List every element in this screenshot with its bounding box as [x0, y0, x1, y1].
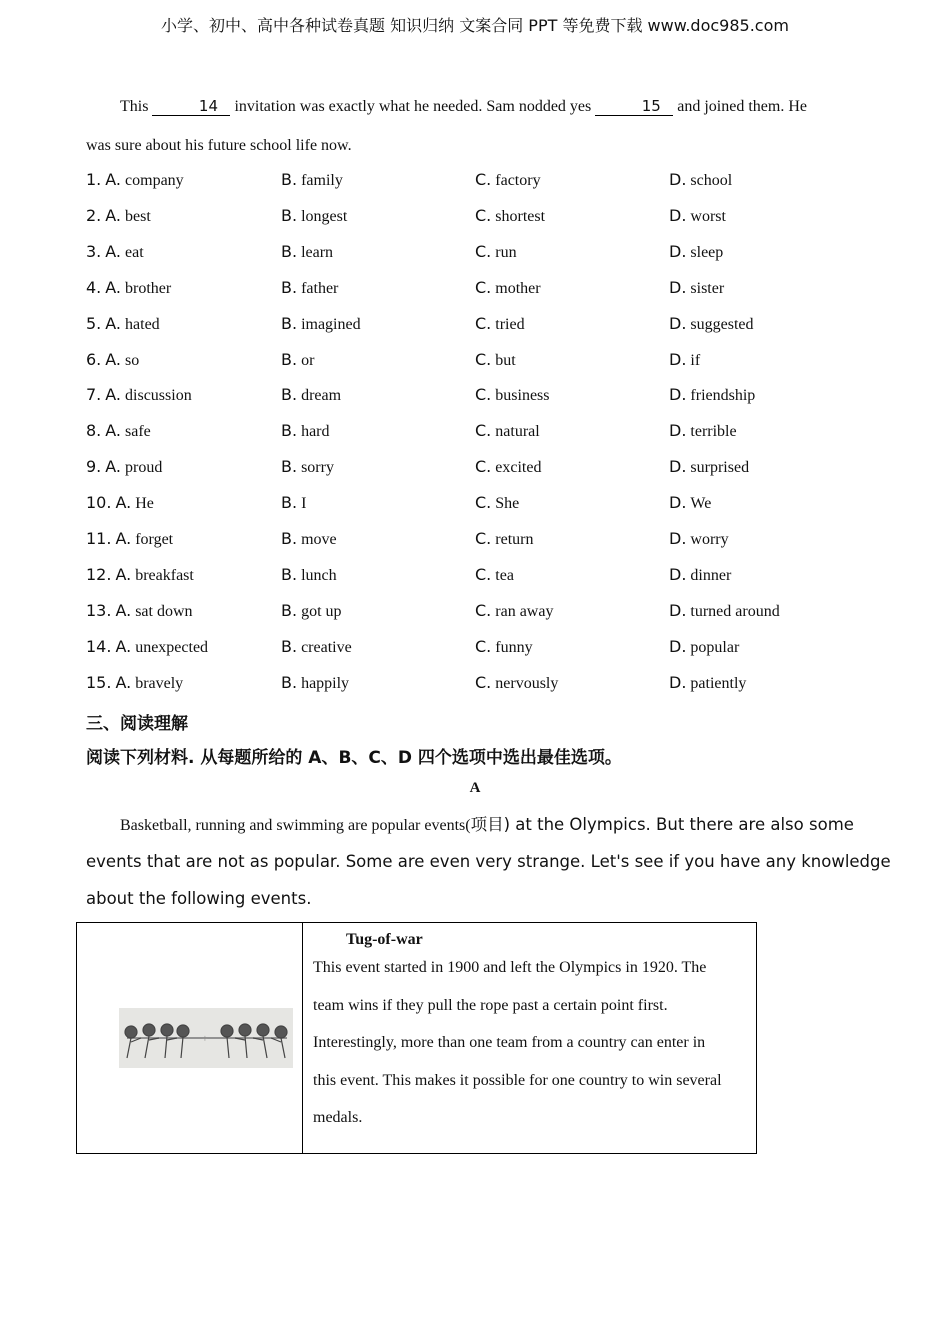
option-text: run: [495, 243, 517, 261]
option-text: He: [135, 495, 154, 513]
option-b: [281, 421, 330, 441]
option-d: [669, 350, 700, 370]
option-a: [86, 278, 171, 298]
option-letter: A.: [105, 349, 122, 369]
option-text: father: [301, 279, 339, 297]
option-letter: B.: [281, 205, 298, 225]
option-text: so: [125, 351, 140, 369]
intro-text-a: This: [120, 98, 149, 115]
option-d: [669, 278, 724, 298]
option-b: [281, 457, 334, 477]
option-b: [281, 350, 314, 370]
option-c: [475, 278, 541, 298]
blank-15: 15: [595, 98, 673, 116]
option-letter: B.: [281, 313, 298, 333]
intro-line-1: [86, 98, 866, 116]
option-letter: B.: [281, 277, 298, 297]
option-c: [475, 673, 558, 693]
option-text: sleep: [690, 243, 724, 261]
passage-line-1-sans: ) at the Olympics. But there are also some: [503, 815, 854, 834]
option-c: [475, 242, 517, 262]
option-letter: C.: [475, 564, 492, 584]
option-text: dream: [301, 387, 342, 405]
event-description-line: This event started in 1900 and left the Olympics in 1920. The: [313, 959, 707, 976]
option-d: [669, 314, 754, 334]
option-b: [281, 278, 338, 298]
question-number: 14.: [86, 636, 112, 656]
question-number: 2.: [86, 205, 102, 225]
option-c: [475, 493, 519, 513]
option-letter: B.: [281, 600, 298, 620]
option-letter: B.: [281, 636, 298, 656]
event-image-cell: [77, 923, 303, 1154]
question-row: [86, 637, 886, 661]
option-text: worry: [690, 531, 729, 548]
option-letter: A.: [105, 313, 122, 333]
question-row: [86, 565, 886, 589]
option-text: company: [125, 172, 184, 189]
option-letter: B.: [281, 241, 298, 261]
option-text: mother: [495, 279, 541, 297]
option-text: dinner: [690, 566, 732, 584]
option-letter: A.: [105, 241, 122, 261]
option-text: happily: [301, 674, 350, 692]
option-letter: D.: [669, 672, 687, 692]
option-letter: D.: [669, 493, 687, 513]
option-text: but: [495, 351, 516, 369]
option-text: We: [690, 495, 712, 513]
question-number: 12.: [86, 564, 112, 584]
option-letter: D.: [669, 457, 687, 477]
question-number: 8.: [86, 421, 102, 441]
question-row: [86, 673, 886, 697]
option-letter: A.: [115, 564, 132, 584]
option-text: breakfast: [135, 566, 194, 584]
section-instruction: 阅读下列材料. 从每题所给的 A、B、C、D 四个选项中选出最佳选项。: [86, 748, 622, 768]
option-text: nervously: [495, 674, 559, 692]
option-text: discussion: [125, 387, 192, 405]
option-letter: C.: [475, 277, 492, 297]
option-a: [86, 421, 151, 441]
option-a: [86, 673, 183, 693]
option-letter: B.: [281, 385, 298, 405]
question-number: 1.: [86, 170, 102, 189]
passage-line-1: [86, 806, 876, 844]
option-a: [86, 242, 144, 262]
question-number: 6.: [86, 349, 102, 369]
option-text: move: [301, 531, 337, 548]
passage-line-2: events that are not as popular. Some are even very strange. Let's see if you have any knowledge: [86, 852, 891, 871]
option-d: [669, 493, 711, 513]
option-letter: D.: [669, 313, 687, 333]
option-letter: D.: [669, 205, 687, 225]
option-d: [669, 601, 780, 621]
option-a: [86, 637, 208, 657]
tug-of-war-image: [119, 1008, 293, 1068]
option-letter: A.: [115, 672, 132, 692]
question-row: [86, 493, 886, 517]
option-text: factory: [495, 172, 541, 189]
option-text: patiently: [690, 674, 747, 692]
intro-line-2: was sure about his future school life now.: [86, 137, 352, 154]
event-table: [76, 922, 757, 1154]
option-letter: B.: [281, 529, 298, 548]
option-c: [475, 601, 553, 621]
question-row: [86, 170, 886, 194]
option-a: [86, 493, 154, 513]
option-text: or: [301, 351, 315, 369]
option-letter: B.: [281, 493, 298, 513]
option-letter: C.: [475, 349, 492, 369]
option-letter: A.: [115, 493, 132, 513]
option-text: creative: [301, 638, 352, 656]
option-text: proud: [125, 459, 163, 477]
option-letter: D.: [669, 421, 687, 441]
option-b: [281, 601, 342, 621]
option-text: school: [690, 172, 733, 189]
option-a: [86, 385, 192, 405]
option-text: surprised: [690, 459, 750, 477]
option-text: friendship: [690, 387, 756, 405]
option-text: suggested: [690, 315, 754, 333]
option-letter: D.: [669, 277, 687, 297]
option-c: [475, 529, 533, 549]
option-letter: C.: [475, 493, 492, 513]
option-b: [281, 242, 333, 262]
option-letter: C.: [475, 672, 492, 692]
section-title: 三、阅读理解: [86, 714, 188, 734]
option-text: best: [125, 207, 151, 225]
option-text: sorry: [301, 459, 334, 477]
option-text: hard: [301, 423, 330, 441]
option-a: [86, 457, 162, 477]
option-letter: C.: [475, 205, 492, 225]
question-number: 10.: [86, 493, 112, 513]
question-row: [86, 601, 886, 625]
option-text: I: [301, 495, 307, 513]
question-row: [86, 385, 886, 409]
option-text: excited: [495, 459, 542, 477]
option-b: [281, 529, 337, 549]
question-number: 9.: [86, 457, 102, 477]
option-text: forget: [135, 531, 174, 548]
question-row: [86, 529, 886, 553]
option-d: [669, 206, 726, 226]
option-letter: A.: [105, 205, 122, 225]
option-letter: A.: [115, 529, 132, 548]
svg-text:+: +: [202, 1034, 208, 1045]
option-letter: A.: [115, 600, 132, 620]
event-title: Tug-of-war: [346, 931, 423, 948]
option-c: [475, 565, 514, 585]
option-a: [86, 601, 193, 621]
option-c: [475, 350, 516, 370]
option-text: ran away: [495, 602, 554, 620]
option-text: sister: [690, 279, 725, 297]
option-text: longest: [301, 207, 348, 225]
event-description-line: team wins if they pull the rope past a certain point first.: [313, 996, 668, 1014]
option-text: shortest: [495, 207, 546, 225]
option-text: popular: [690, 638, 740, 656]
option-c: [475, 637, 533, 657]
option-text: eat: [125, 243, 144, 261]
option-letter: B.: [281, 672, 298, 692]
option-d: [669, 637, 739, 657]
page-header-banner: 小学、初中、高中各种试卷真题 知识归纳 文案合同 PPT 等免费下载 www.doc985.com: [161, 16, 789, 35]
option-b: [281, 314, 361, 334]
option-text: natural: [495, 423, 540, 441]
option-a: [86, 565, 194, 585]
option-letter: C.: [475, 600, 492, 620]
option-text: bravely: [135, 674, 184, 692]
passage-line-1-serif: Basketball, running and swimming are popular events(: [120, 817, 471, 834]
option-d: [669, 457, 749, 477]
option-letter: C.: [475, 421, 492, 441]
option-b: [281, 170, 343, 190]
option-letter: D.: [669, 385, 687, 405]
option-letter: D.: [669, 636, 687, 656]
option-letter: C.: [475, 529, 492, 548]
question-number: 4.: [86, 277, 102, 297]
event-description-line: Interestingly, more than one team from a country can enter in: [313, 1034, 706, 1051]
option-b: [281, 385, 341, 405]
option-text: terrible: [690, 423, 737, 441]
option-text: family: [301, 172, 343, 189]
option-letter: B.: [281, 421, 298, 441]
option-c: [475, 421, 540, 441]
event-description-line: this event. This makes it possible for one country to win several: [313, 1071, 722, 1089]
option-d: [669, 421, 737, 441]
question-number: 15.: [86, 672, 112, 692]
option-b: [281, 565, 337, 585]
question-row: [86, 278, 886, 302]
option-b: [281, 206, 347, 226]
option-letter: A.: [115, 636, 132, 656]
option-letter: A.: [105, 277, 122, 297]
option-letter: C.: [475, 636, 492, 656]
option-a: [86, 206, 151, 226]
option-letter: A.: [105, 385, 122, 405]
option-text: tried: [495, 315, 525, 333]
option-letter: D.: [669, 241, 687, 261]
option-d: [669, 385, 755, 405]
option-text: She: [495, 495, 520, 513]
option-text: tea: [495, 566, 514, 584]
option-letter: C.: [475, 313, 492, 333]
option-a: [86, 314, 160, 334]
option-letter: D.: [669, 600, 687, 620]
intro-text-c: and joined them. He: [677, 98, 807, 115]
option-letter: A.: [105, 457, 122, 477]
question-number: 5.: [86, 313, 102, 333]
event-description: [303, 949, 756, 1137]
option-c: [475, 206, 545, 226]
option-d: [669, 565, 731, 585]
option-letter: B.: [281, 564, 298, 584]
question-number: 13.: [86, 600, 112, 620]
option-text: learn: [301, 243, 334, 261]
option-text: got up: [301, 602, 342, 620]
option-text: business: [495, 387, 550, 405]
question-row: [86, 457, 886, 481]
option-text: turned around: [690, 602, 780, 620]
option-b: [281, 637, 352, 657]
question-number: 7.: [86, 385, 102, 405]
option-d: [669, 242, 723, 262]
option-text: imagined: [301, 315, 361, 333]
option-letter: A.: [105, 421, 122, 441]
question-row: [86, 421, 886, 445]
event-text-cell: [303, 923, 757, 1154]
option-b: [281, 673, 349, 693]
option-text: funny: [495, 638, 533, 656]
option-c: [475, 170, 541, 190]
question-row: [86, 350, 886, 374]
option-letter: C.: [475, 457, 492, 477]
option-letter: A.: [105, 170, 122, 189]
option-text: hated: [125, 315, 160, 333]
option-text: safe: [125, 423, 151, 441]
option-letter: D.: [669, 349, 687, 369]
option-c: [475, 385, 550, 405]
option-text: lunch: [301, 566, 337, 584]
option-letter: C.: [475, 241, 492, 261]
option-text: unexpected: [135, 638, 209, 656]
option-text: worst: [690, 207, 726, 225]
option-a: [86, 350, 139, 370]
option-text: return: [495, 531, 534, 548]
option-d: [669, 170, 732, 190]
intro-text-b: invitation was exactly what he needed. Sam nodded yes: [234, 98, 592, 115]
option-letter: B.: [281, 170, 298, 189]
question-number: 3.: [86, 241, 102, 261]
option-letter: D.: [669, 564, 687, 584]
option-a: [86, 529, 173, 549]
question-row: [86, 314, 886, 338]
option-text: if: [690, 351, 701, 369]
question-number: 11.: [86, 529, 112, 548]
question-row: [86, 242, 886, 266]
option-letter: B.: [281, 457, 298, 477]
option-c: [475, 457, 541, 477]
question-row: [86, 206, 886, 230]
option-d: [669, 673, 746, 693]
option-letter: D.: [669, 170, 687, 189]
option-c: [475, 314, 525, 334]
option-letter: C.: [475, 170, 492, 189]
option-letter: C.: [475, 385, 492, 405]
passage-label: A: [469, 780, 481, 796]
option-b: [281, 493, 306, 513]
passage-line-3: about the following events.: [86, 889, 312, 908]
blank-14: 14: [152, 98, 230, 116]
option-text: brother: [125, 279, 172, 297]
option-letter: B.: [281, 349, 298, 369]
option-text: sat down: [135, 602, 193, 620]
option-a: [86, 170, 184, 190]
option-letter: D.: [669, 529, 687, 548]
event-description-line: medals.: [313, 1109, 363, 1126]
option-d: [669, 529, 729, 549]
passage-line-1-cjk: 项目: [470, 815, 504, 834]
